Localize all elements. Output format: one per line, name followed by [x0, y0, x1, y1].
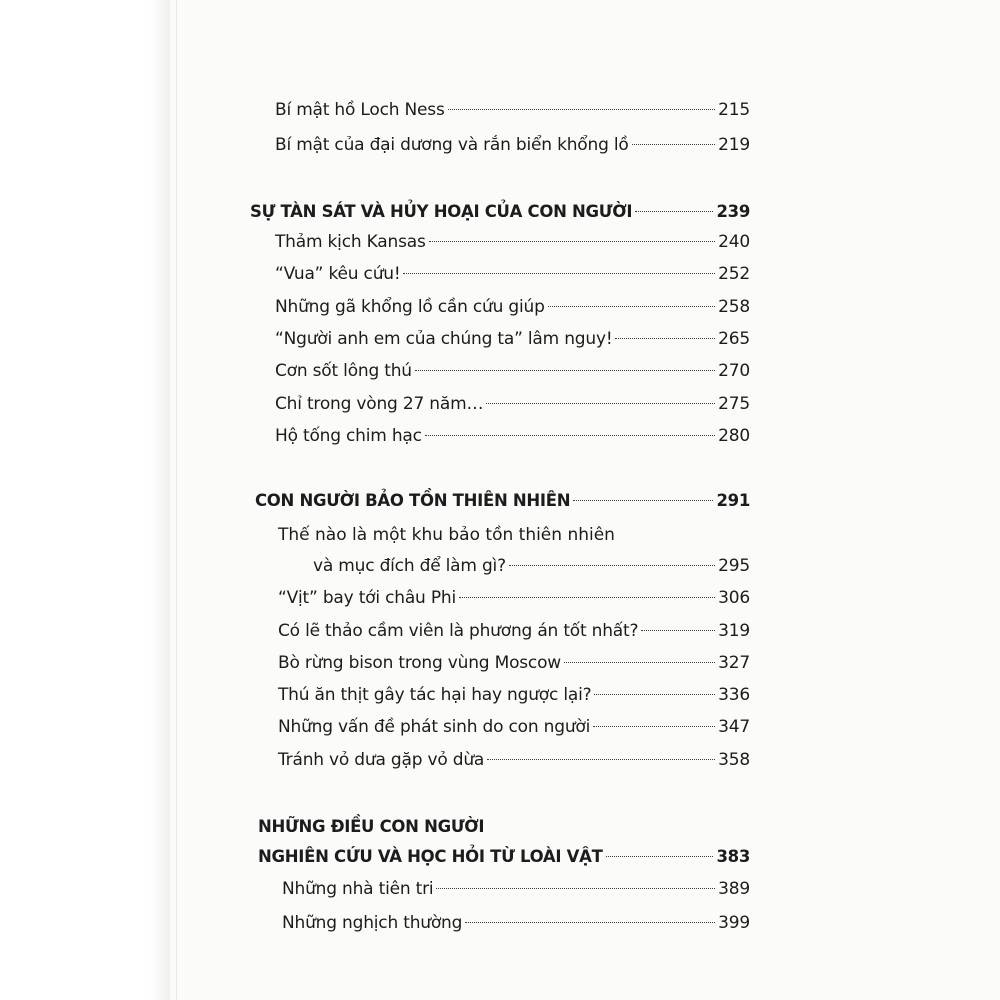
toc-entry-label: Chỉ trong vòng 27 năm…	[275, 394, 484, 414]
section-title: SỰ TÀN SÁT VÀ HỦY HOẠI CỦA CON NGƯỜI	[250, 202, 633, 221]
toc-entry-page: 280	[718, 426, 750, 446]
dot-leader	[459, 597, 715, 598]
toc-entry-page: 252	[718, 264, 750, 284]
dot-leader	[509, 565, 715, 566]
toc-entry-label: “Vịt” bay tới châu Phi	[278, 588, 456, 608]
dot-leader	[448, 109, 716, 110]
toc-entry-label: Bò rừng bison trong vùng Moscow	[278, 653, 561, 673]
toc-entry	[275, 130, 750, 160]
toc-entry-page: 389	[718, 879, 750, 899]
toc-entry	[275, 292, 750, 322]
dot-leader	[606, 856, 714, 857]
toc-entry	[275, 421, 750, 451]
dot-leader	[641, 630, 715, 631]
toc-entry	[313, 551, 750, 581]
toc-entry	[282, 908, 750, 938]
toc-entry-page: 258	[718, 297, 750, 317]
dot-leader	[564, 662, 715, 663]
toc-entry-label: “Vua” kêu cứu!	[275, 264, 401, 284]
dot-leader	[487, 759, 715, 760]
toc-entry	[278, 648, 750, 678]
toc-entry	[282, 874, 750, 904]
toc-entry-label-first-line: Thế nào là một khu bảo tồn thiên nhiên	[278, 525, 615, 545]
toc-entry-label: Những vấn đề phát sinh do con người	[278, 717, 591, 737]
toc-entry	[278, 712, 750, 742]
toc-entry-page: 327	[718, 653, 750, 673]
toc-entry-label: Thú ăn thịt gây tác hại hay ngược lại?	[278, 685, 592, 705]
dot-leader	[573, 500, 713, 501]
dot-leader	[425, 435, 715, 436]
toc-entry	[275, 95, 750, 125]
toc-entry-label: Tránh vỏ dưa gặp vỏ dừa	[278, 750, 485, 770]
toc-entry-page: 347	[718, 717, 750, 737]
dot-leader	[486, 403, 715, 404]
toc-section-heading	[258, 842, 750, 872]
toc-entry-label: “Người anh em của chúng ta” lâm nguy!	[275, 329, 613, 349]
toc-entry-page: 270	[718, 361, 750, 381]
toc-entry-page: 295	[718, 556, 750, 576]
toc-entry-label: Bí mật hồ Loch Ness	[275, 100, 445, 120]
toc-entry-page: 306	[718, 588, 750, 608]
toc-entry-page: 319	[718, 621, 750, 641]
toc-entry-label: Bí mật của đại dương và rắn biển khổng lồ	[275, 135, 629, 155]
dot-leader	[465, 922, 715, 923]
dot-leader	[436, 888, 715, 889]
dot-leader	[615, 338, 715, 339]
toc-entry	[278, 583, 750, 613]
dot-leader	[593, 726, 715, 727]
toc-entry-label: Hộ tống chim hạc	[275, 426, 422, 446]
toc-entry-label: Những gã khổng lồ cần cứu giúp	[275, 297, 545, 317]
dot-leader	[548, 306, 715, 307]
section-title: CON NGƯỜI BẢO TỒN THIÊN NHIÊN	[255, 491, 571, 510]
toc-entry	[278, 745, 750, 775]
toc-entry-label: Thảm kịch Kansas	[275, 232, 426, 252]
section-page: 383	[716, 847, 750, 866]
toc-entry	[275, 324, 750, 354]
toc-entry-label: Có lẽ thảo cầm viên là phương án tốt nhất?	[278, 621, 639, 641]
toc-entry-label: Những nghịch thường	[282, 913, 463, 933]
toc-section-heading	[255, 486, 750, 516]
toc-section-heading	[250, 197, 750, 227]
section-title-first-line: NHỮNG ĐIỀU CON NGƯỜI	[258, 817, 485, 836]
toc-entry-page: 240	[718, 232, 750, 252]
toc-entry-page: 219	[718, 135, 750, 155]
toc-entry	[275, 356, 750, 386]
dot-leader	[403, 273, 715, 274]
dot-leader	[415, 370, 715, 371]
toc-entry-page: 265	[718, 329, 750, 349]
section-page: 239	[716, 202, 750, 221]
toc-entry	[278, 616, 750, 646]
section-title: NGHIÊN CỨU VÀ HỌC HỎI TỪ LOÀI VẬT	[258, 847, 603, 866]
toc-entry	[278, 680, 750, 710]
toc-entry-label: Cơn sốt lông thú	[275, 361, 412, 381]
section-page: 291	[716, 491, 750, 510]
toc-entry-page: 336	[718, 685, 750, 705]
toc-entry-label: và mục đích để làm gì?	[313, 556, 506, 576]
toc-entry	[275, 227, 750, 257]
dot-leader	[429, 241, 716, 242]
dot-leader	[594, 694, 715, 695]
toc-entry-page: 358	[718, 750, 750, 770]
dot-leader	[635, 211, 713, 212]
toc-entry-label: Những nhà tiên tri	[282, 879, 434, 899]
toc-entry-page: 215	[718, 100, 750, 120]
toc-entry	[275, 259, 750, 289]
toc-entry-page: 275	[718, 394, 750, 414]
dot-leader	[632, 144, 716, 145]
toc-entry	[275, 389, 750, 419]
toc-entry-page: 399	[718, 913, 750, 933]
